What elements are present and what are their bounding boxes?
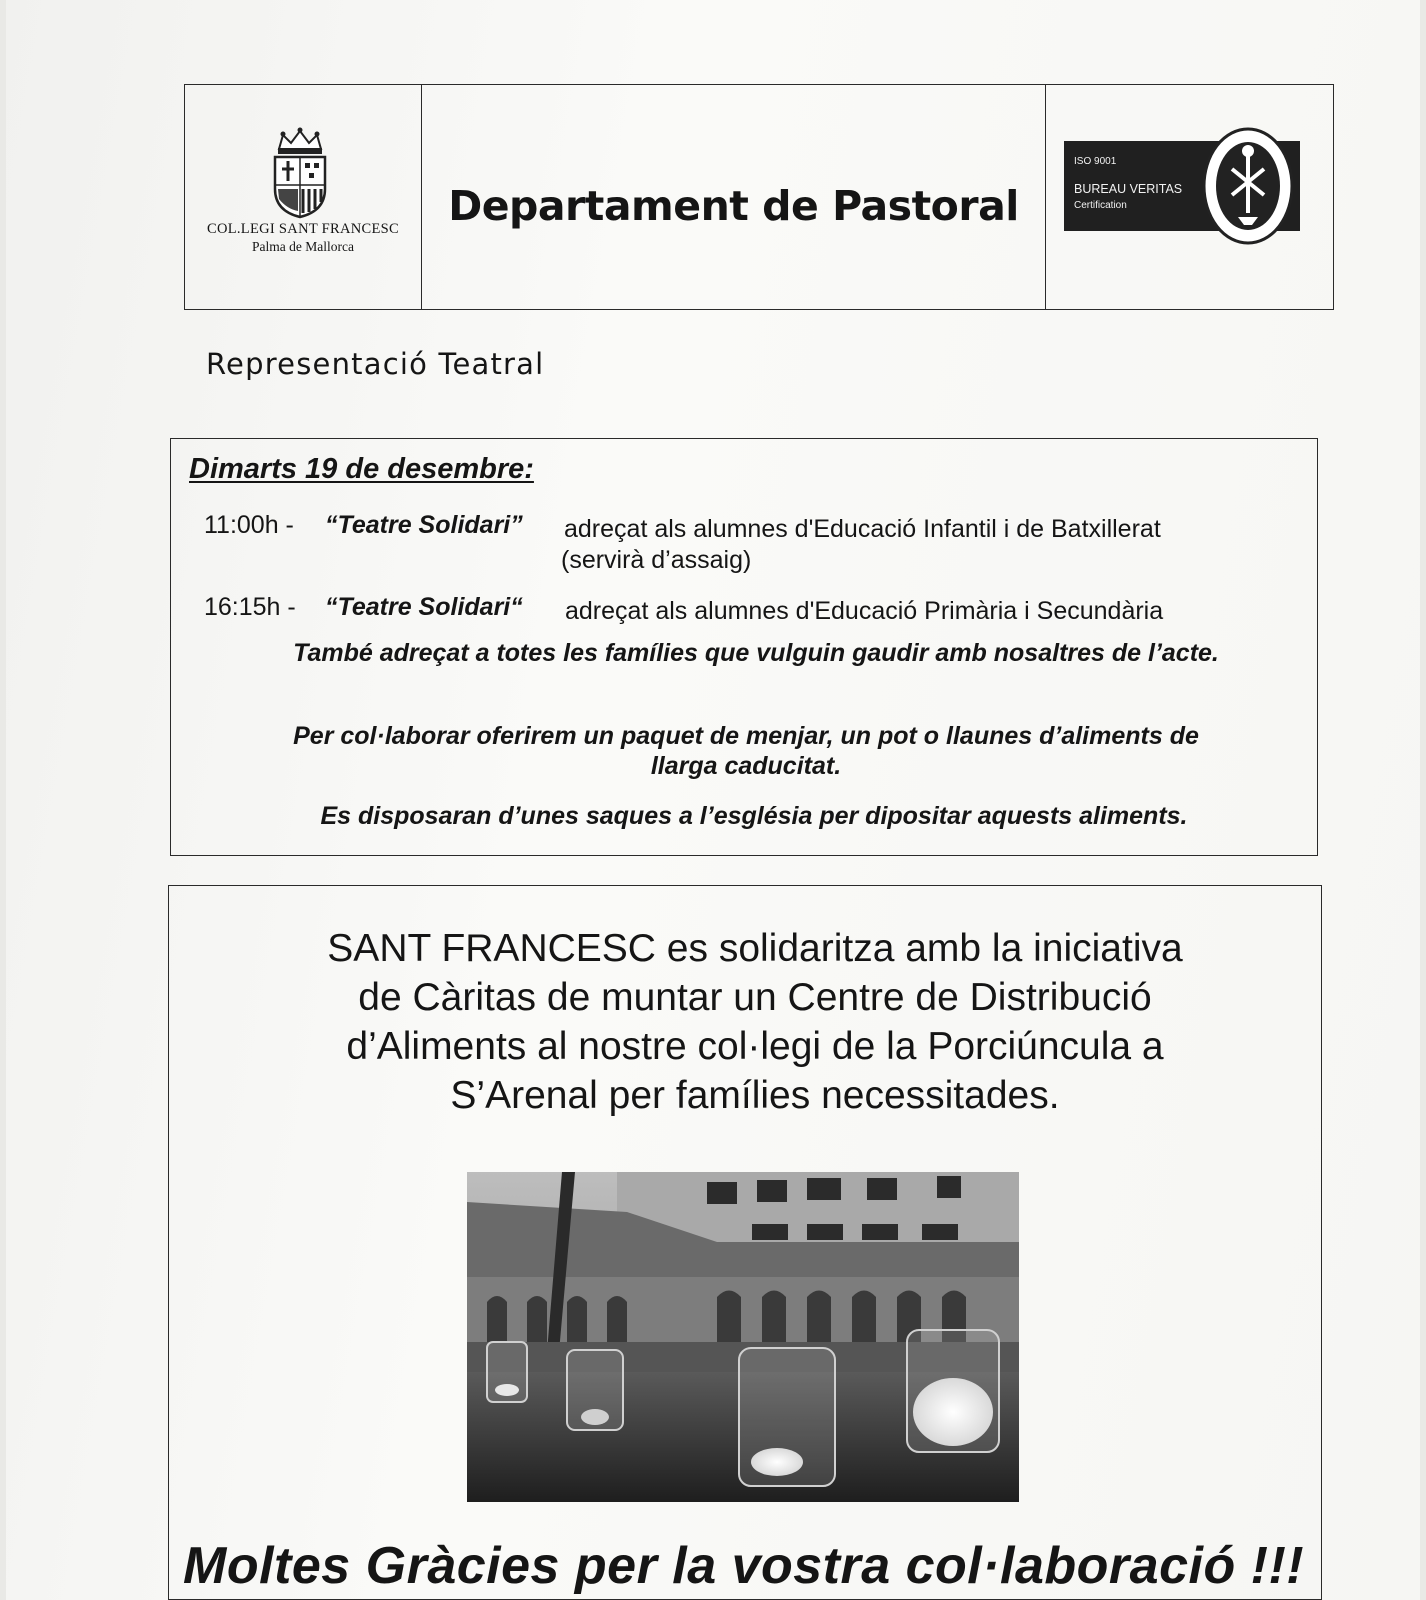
solidarity-message <box>229 924 1281 1120</box>
thanks-message: Moltes Gràcies per la vostra col·laboració !!! <box>183 1537 1305 1595</box>
event-audience: adreçat als alumnes d'Educació Infantil i de Batxillerat <box>564 515 1161 543</box>
bureau-veritas-logo <box>1064 141 1300 231</box>
iso-label: ISO 9001 <box>1074 156 1117 167</box>
bags-note: Es disposaran d’unes saques a l’església per dipositar aquests aliments. <box>320 802 1188 830</box>
schedule-box <box>170 438 1318 856</box>
candles-photo <box>467 1172 1019 1502</box>
section-subtitle: Representació Teatral <box>206 347 545 381</box>
solidarity-line: S’Arenal per famílies necessitades. <box>450 1074 1060 1117</box>
event-audience: adreçat als alumnes d'Educació Primària i Secundària <box>565 597 1164 625</box>
solidarity-box <box>168 885 1322 1600</box>
header-table <box>184 84 1334 310</box>
families-note: També adreçat a totes les famílies que vulguin gaudir amb nosaltres de l’acte. <box>293 639 1219 667</box>
bureau-veritas-seal-icon <box>1200 125 1296 247</box>
event-note: (servirà d’assaig) <box>561 546 752 574</box>
collaboration-note-line: llarga caducitat. <box>650 752 842 780</box>
school-city: Palma de Mallorca <box>252 239 354 254</box>
school-name: COL.LEGI SANT FRANCESC <box>206 221 400 237</box>
certifier-name: BUREAU VERITAS <box>1074 182 1183 196</box>
event-time: 16:15h - <box>204 593 296 621</box>
solidarity-line: de Càritas de muntar un Centre de Distribució <box>358 976 1152 1019</box>
flyer-page <box>6 0 1420 1600</box>
solidarity-line: SANT FRANCESC es solidaritza amb la iniciativa <box>327 927 1183 970</box>
collaboration-note-line: Per col·laborar oferirem un paquet de menjar, un pot o llaunes d’aliments de <box>293 722 1199 750</box>
event-date: Dimarts 19 de desembre: <box>189 453 534 485</box>
event-time: 11:00h - <box>204 511 294 539</box>
event-play-title: “Teatre Solidari“ <box>325 593 523 621</box>
event-play-title: “Teatre Solidari” <box>325 511 523 539</box>
certification-cell <box>1046 85 1333 309</box>
department-title: Departament de Pastoral <box>448 182 1019 230</box>
school-logo-cell <box>185 85 422 309</box>
solidarity-line: d’Aliments al nostre col·legi de la Porciúncula a <box>346 1025 1164 1068</box>
department-title-cell <box>422 85 1046 309</box>
school-crest-icon <box>269 127 331 219</box>
certification-label: Certification <box>1074 200 1127 211</box>
